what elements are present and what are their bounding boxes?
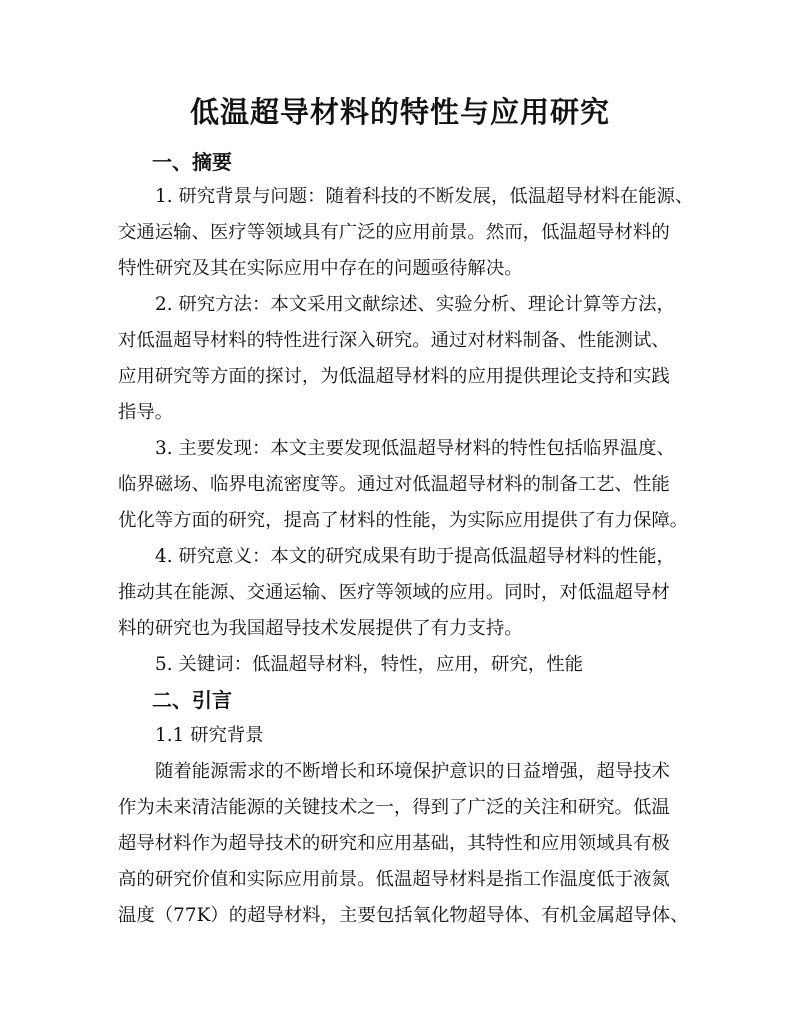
- text-line: 高的研究价值和实际应用前景。低温超导材料是指工作温度低于液氮: [118, 869, 670, 890]
- text-line: 料的研究也为我国超导技术发展提供了有力支持。: [118, 618, 523, 639]
- text-line: 特性研究及其在实际应用中存在的问题亟待解决。: [118, 258, 523, 279]
- text-line: 2. 研究方法：本文采用文献综述、实验分析、理论计算等方法，: [155, 294, 675, 315]
- text-line: 作为未来清洁能源的关键技术之一，得到了广泛的关注和研究。低温: [118, 797, 670, 818]
- text-line: 临界磁场、临界电流密度等。通过对低温超导材料的制备工艺、性能: [118, 474, 670, 495]
- text-line: 交通运输、医疗等领域具有广泛的应用前景。然而，低温超导材料的: [118, 222, 670, 243]
- text-line: 1. 研究背景与问题：随着科技的不断发展，低温超导材料在能源、: [155, 186, 694, 207]
- text-line: 4. 研究意义：本文的研究成果有助于提高低温超导材料的性能，: [155, 546, 675, 567]
- subsection-heading-background: 1.1 研究背景: [155, 725, 264, 746]
- text-line: 推动其在能源、交通运输、医疗等领域的应用。同时，对低温超导材: [118, 582, 670, 603]
- text-line: 指导。: [118, 402, 174, 423]
- keywords-line: 5. 关键词：低温超导材料，特性，应用，研究，性能: [155, 654, 583, 675]
- section-heading-abstract: 一、摘要: [152, 150, 232, 174]
- section-heading-introduction: 二、引言: [152, 688, 232, 712]
- text-line: 对低温超导材料的特性进行深入研究。通过对材料制备、性能测试、: [118, 330, 670, 351]
- text-line: 温度（77K）的超导材料，主要包括氧化物超导体、有机金属超导体、: [118, 905, 689, 926]
- text-line: 优化等方面的研究，提高了材料的性能，为实际应用提供了有力保障。: [118, 510, 689, 531]
- text-line: 超导材料作为超导技术的研究和应用基础，其特性和应用领域具有极: [118, 833, 670, 854]
- text-line: 应用研究等方面的探讨，为低温超导材料的应用提供理论支持和实践: [118, 366, 670, 387]
- text-line: 3. 主要发现：本文主要发现低温超导材料的特性包括临界温度、: [155, 438, 675, 459]
- document-title: 低温超导材料的特性与应用研究: [189, 95, 610, 129]
- text-line: 随着能源需求的不断增长和环境保护意识的日益增强，超导技术: [155, 761, 670, 782]
